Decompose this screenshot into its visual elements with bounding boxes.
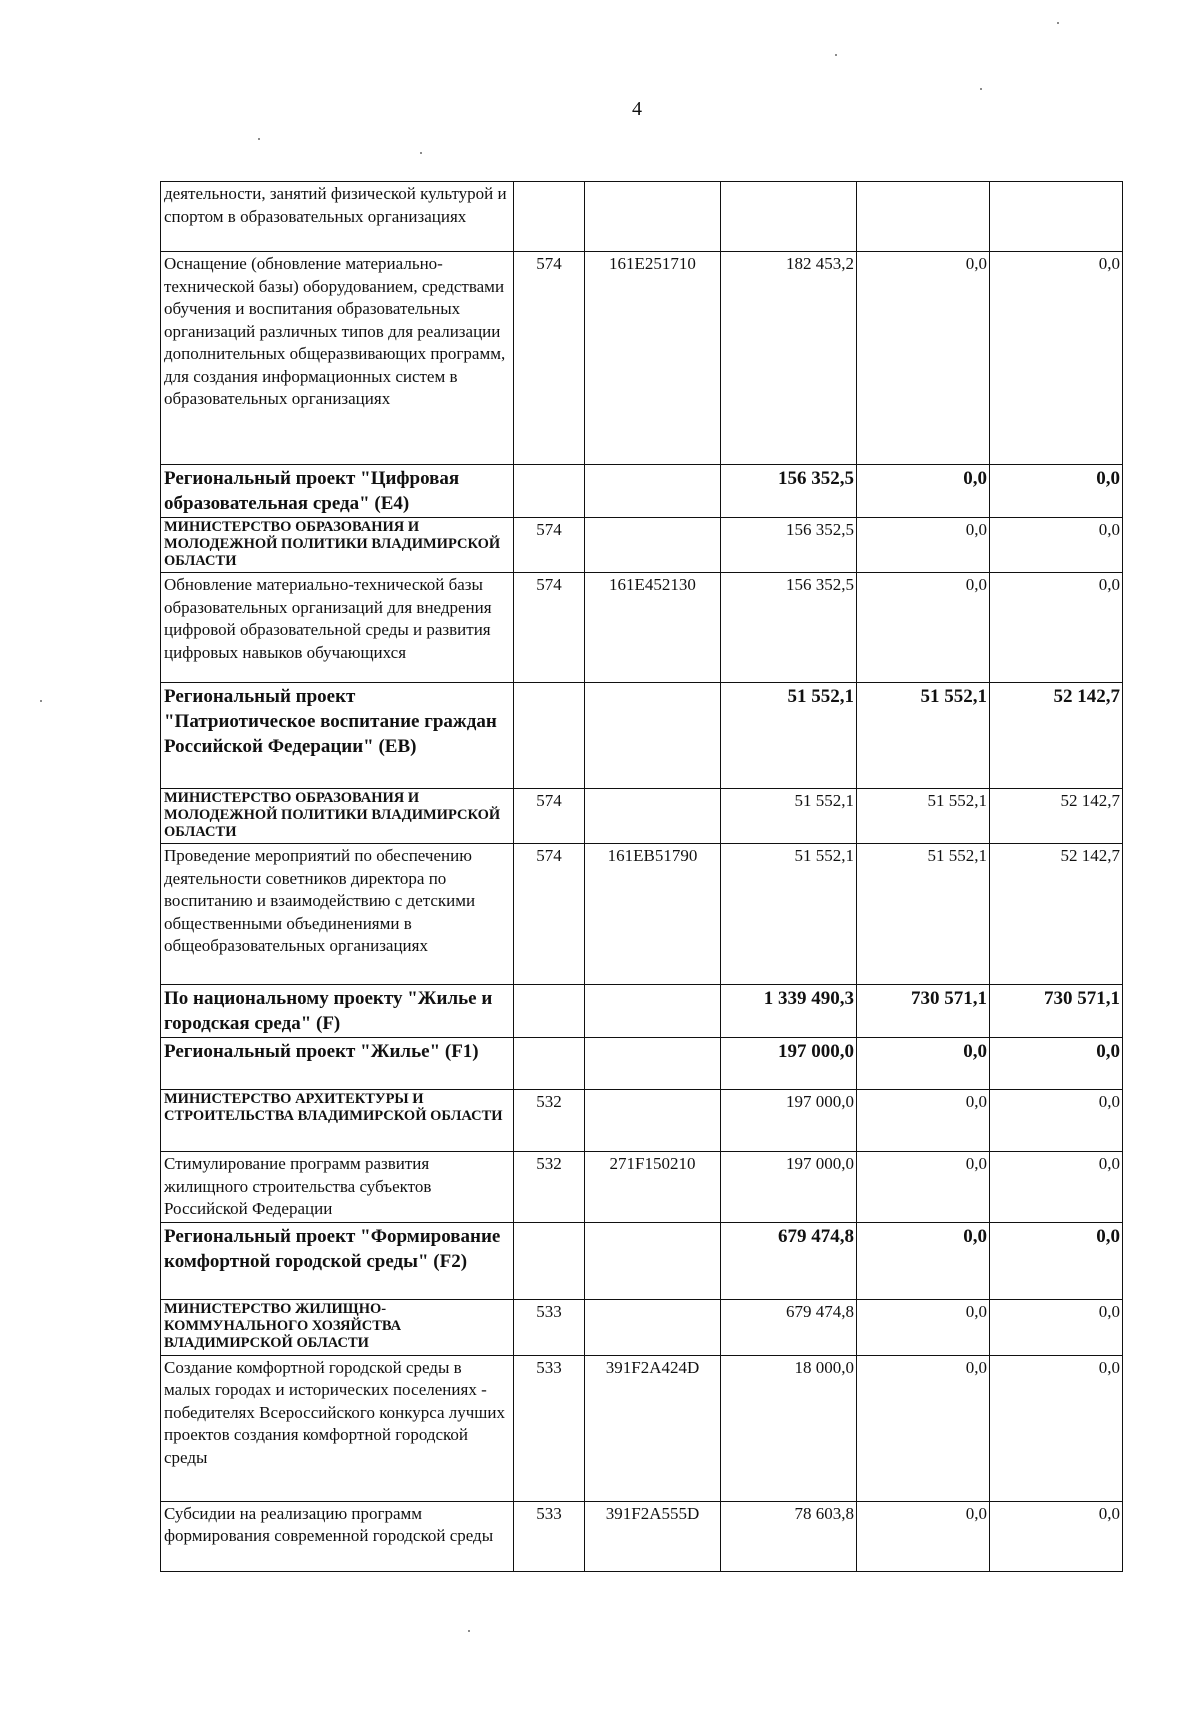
grbs-cell [514,465,585,518]
name-cell: Создание комфортной городской среды в малых городах и исторических поселениях - победителях Всероссийского конкурса лучших проектов создания комфортной городской среды [161,1355,514,1501]
amount-year1-cell: 197 000,0 [721,1152,857,1223]
name-cell: Региональный проект "Цифровая образовательная среда" (E4) [161,465,514,518]
name-cell: Проведение мероприятий по обеспечению деятельности советников директора по воспитанию и взаимодействию с детскими общественными объединениями в общеобразовательных организациях [161,844,514,985]
csr-cell [585,1299,721,1355]
budget-table [160,181,1123,1572]
amount-year3-cell: 52 142,7 [990,683,1123,789]
amount-year1-cell: 51 552,1 [721,844,857,985]
table-row [161,1501,1123,1571]
grbs-cell: 532 [514,1152,585,1223]
table-row [161,252,1123,465]
amount-year3-cell: 0,0 [990,1038,1123,1090]
amount-year2-cell: 0,0 [857,1299,990,1355]
amount-year2-cell: 51 552,1 [857,789,990,844]
amount-year3-cell: 0,0 [990,1299,1123,1355]
table-body [161,182,1123,1572]
csr-cell [585,1038,721,1090]
amount-year1-cell: 679 474,8 [721,1222,857,1299]
csr-cell: 391F2A424D [585,1355,721,1501]
name-cell: МИНИСТЕРСТВО ОБРАЗОВАНИЯ И МОЛОДЕЖНОЙ ПОЛИТИКИ ВЛАДИМИРСКОЙ ОБЛАСТИ [161,789,514,844]
csr-cell [585,985,721,1038]
grbs-cell: 533 [514,1501,585,1571]
name-cell: деятельности, занятий физической культурой и спортом в образовательных организациях [161,182,514,252]
amount-year3-cell: 52 142,7 [990,789,1123,844]
amount-year2-cell: 0,0 [857,518,990,573]
amount-year3-cell: 0,0 [990,252,1123,465]
grbs-cell: 574 [514,252,585,465]
amount-year2-cell: 0,0 [857,1038,990,1090]
name-cell: Региональный проект "Жилье" (F1) [161,1038,514,1090]
csr-cell: 391F2A555D [585,1501,721,1571]
amount-year2-cell: 0,0 [857,573,990,683]
csr-cell [585,1222,721,1299]
amount-year2-cell: 0,0 [857,1222,990,1299]
ministry-row [161,789,1123,844]
amount-year2-cell: 0,0 [857,252,990,465]
amount-year3-cell: 0,0 [990,1501,1123,1571]
name-cell: МИНИСТЕРСТВО ЖИЛИЩНО-КОММУНАЛЬНОГО ХОЗЯЙСТВА ВЛАДИМИРСКОЙ ОБЛАСТИ [161,1299,514,1355]
amount-year1-cell: 51 552,1 [721,683,857,789]
project-row [161,683,1123,789]
amount-year1-cell: 197 000,0 [721,1090,857,1152]
amount-year3-cell: 0,0 [990,1222,1123,1299]
name-cell: По национальному проекту "Жилье и городская среда" (F) [161,985,514,1038]
amount-year2-cell: 0,0 [857,465,990,518]
amount-year1-cell: 182 453,2 [721,252,857,465]
amount-year3-cell: 52 142,7 [990,844,1123,985]
grbs-cell: 574 [514,573,585,683]
csr-cell: 271F150210 [585,1152,721,1223]
csr-cell [585,518,721,573]
amount-year1-cell: 51 552,1 [721,789,857,844]
amount-year2-cell: 0,0 [857,1501,990,1571]
amount-year3-cell: 0,0 [990,465,1123,518]
name-cell: Региональный проект "Патриотическое воспитание граждан Российской Федерации" (EB) [161,683,514,789]
name-cell: Оснащение (обновление материально-технической базы) оборудованием, средствами обучения и воспитания образовательных организаций различных типов для реализации дополнительных общеразвивающих программ, для создания информационных систем в образовательных организациях [161,252,514,465]
table-row [161,1152,1123,1223]
grbs-cell [514,182,585,252]
grbs-cell: 574 [514,789,585,844]
amount-year3-cell: 730 571,1 [990,985,1123,1038]
grbs-cell [514,1038,585,1090]
table-row [161,844,1123,985]
amount-year1-cell: 679 474,8 [721,1299,857,1355]
amount-year1-cell: 156 352,5 [721,573,857,683]
table-row [161,1355,1123,1501]
project-row [161,465,1123,518]
csr-cell [585,182,721,252]
grbs-cell: 533 [514,1355,585,1501]
grbs-cell: 574 [514,518,585,573]
ministry-row [161,1090,1123,1152]
amount-year2-cell: 0,0 [857,1152,990,1223]
grbs-cell [514,985,585,1038]
table-row [161,182,1123,252]
amount-year3-cell: 0,0 [990,1090,1123,1152]
csr-cell: 161EB51790 [585,844,721,985]
scan-speck [258,138,260,140]
amount-year3-cell: 0,0 [990,1355,1123,1501]
csr-cell [585,789,721,844]
amount-year1-cell: 78 603,8 [721,1501,857,1571]
scan-speck [835,54,837,56]
project-row [161,1222,1123,1299]
project-row [161,1038,1123,1090]
amount-year2-cell: 51 552,1 [857,844,990,985]
scan-speck [420,152,422,154]
grbs-cell [514,1222,585,1299]
csr-cell [585,683,721,789]
amount-year3-cell: 0,0 [990,573,1123,683]
grbs-cell: 574 [514,844,585,985]
name-cell: МИНИСТЕРСТВО АРХИТЕКТУРЫ И СТРОИТЕЛЬСТВА ВЛАДИМИРСКОЙ ОБЛАСТИ [161,1090,514,1152]
page-number: 4 [632,98,642,120]
scan-speck [980,88,982,90]
amount-year2-cell: 51 552,1 [857,683,990,789]
name-cell: Обновление материально-технической базы образовательных организаций для внедрения цифровой образовательной среды и развития цифровых навыков обучающихся [161,573,514,683]
amount-year3-cell: 0,0 [990,518,1123,573]
ministry-row [161,518,1123,573]
scan-speck [1057,22,1059,24]
grbs-cell: 533 [514,1299,585,1355]
name-cell: Стимулирование программ развития жилищного строительства субъектов Российской Федерации [161,1152,514,1223]
amount-year1-cell: 197 000,0 [721,1038,857,1090]
ministry-row [161,1299,1123,1355]
table-row [161,573,1123,683]
csr-cell: 161E452130 [585,573,721,683]
amount-year1-cell: 156 352,5 [721,518,857,573]
grbs-cell: 532 [514,1090,585,1152]
grbs-cell [514,683,585,789]
amount-year2-cell: 0,0 [857,1355,990,1501]
amount-year2-cell: 0,0 [857,1090,990,1152]
amount-year3-cell [990,182,1123,252]
amount-year1-cell [721,182,857,252]
amount-year3-cell: 0,0 [990,1152,1123,1223]
amount-year2-cell: 730 571,1 [857,985,990,1038]
name-cell: Региональный проект "Формирование комфортной городской среды" (F2) [161,1222,514,1299]
amount-year1-cell: 18 000,0 [721,1355,857,1501]
project-row [161,985,1123,1038]
amount-year1-cell: 1 339 490,3 [721,985,857,1038]
csr-cell [585,465,721,518]
amount-year1-cell: 156 352,5 [721,465,857,518]
csr-cell: 161E251710 [585,252,721,465]
amount-year2-cell [857,182,990,252]
name-cell: МИНИСТЕРСТВО ОБРАЗОВАНИЯ И МОЛОДЕЖНОЙ ПОЛИТИКИ ВЛАДИМИРСКОЙ ОБЛАСТИ [161,518,514,573]
scan-speck [40,700,42,702]
name-cell: Субсидии на реализацию программ формирования современной городской среды [161,1501,514,1571]
scan-speck [468,1630,470,1632]
csr-cell [585,1090,721,1152]
